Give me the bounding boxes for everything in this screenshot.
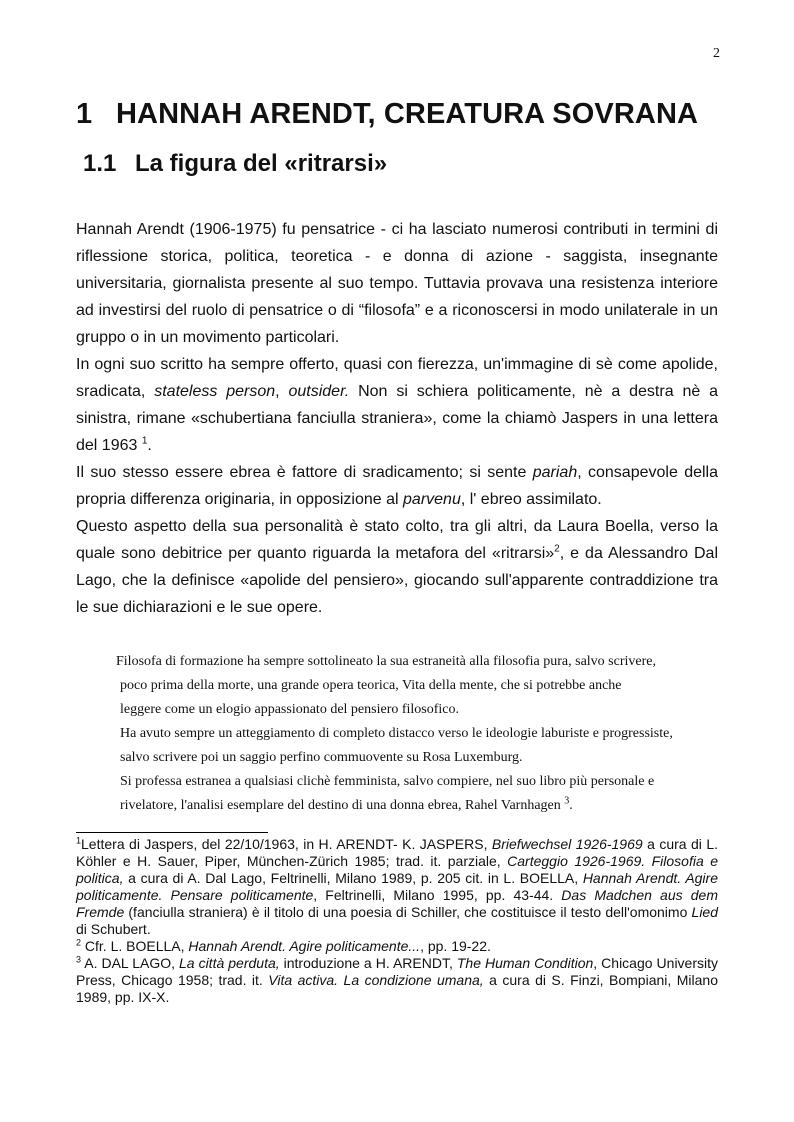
text-run: di Schubert.	[76, 921, 151, 937]
text-run: , e da Alessandro Dal Lago, che la definisce «apolide del pensiero», giocando sull'apparente contraddizione tra le sue dichiarazioni e le sue opere.	[76, 545, 719, 616]
footnote-divider	[76, 832, 268, 833]
italic-title: Lied	[691, 904, 718, 920]
quote-line: Filosofa di formazione ha sempre sottolineato la sua estraneità alla filosofia pura, salvo scrivere,	[116, 654, 656, 669]
page-number: 2	[713, 46, 720, 61]
footnote-mark: 2	[76, 937, 82, 948]
text-run: Lettera di Jaspers, del 22/10/1963, in H. ARENDT- K. JASPERS,	[81, 836, 492, 852]
footnote-mark: 1	[76, 835, 82, 846]
italic-title: Carteggio 1926-1969. Filosofia e politica,	[76, 853, 718, 886]
footnote-ref-3[interactable]: 3	[564, 795, 570, 807]
quote-line	[116, 794, 736, 818]
paragraph-3	[76, 459, 718, 513]
section-title: La figura del «ritrarsi»	[135, 150, 388, 177]
quote-line: Si professa estranea a qualsiasi clichè femminista, salvo compiere, nel suo libro più personale e	[120, 774, 655, 789]
paragraph-1: Hannah Arendt (1906-1975) fu pensatrice - ci ha lasciato numerosi contributi in termini di riflessione storica, politica, teoretica - e donna di azione - saggista, insegnante universitaria, giornalista presente al suo tempo. Tuttavia provava una resistenza interiore ad investirsi del ruolo di pensatrice o di “filosofa” e a riconoscersi in modo unilaterale in un gruppo o in un movimento particolari.	[76, 221, 718, 346]
text-run: , consapevole della propria differenza originaria, in opposizione al	[76, 464, 719, 508]
footnote-ref-2[interactable]: 2	[554, 543, 560, 555]
text-run: , Feltrinelli, Milano 1995, pp. 43-44.	[313, 887, 562, 903]
text-run: , pp. 19-22.	[420, 938, 491, 954]
italic-term: outsider.	[288, 383, 350, 400]
quote-line: salvo scrivere poi un saggio perfino commuovente su Rosa Luxemburg.	[120, 750, 523, 765]
chapter-heading	[76, 98, 698, 131]
section-heading	[83, 150, 387, 178]
text-run: Cfr. L. BOELLA,	[81, 938, 189, 954]
text-run: In ogni suo scritto ha sempre offerto, quasi con fierezza, un'immagine di sè come apolide, sradicata,	[76, 356, 718, 400]
italic-term: stateless person	[154, 383, 276, 400]
footnote-3	[76, 955, 718, 1006]
text-run: a cura di S. Finzi, Bompiani, Milano 1989, pp. IX-X.	[76, 972, 718, 1005]
text-run: rivelatore, l'analisi esemplare del destino di una donna ebrea, Rahel Varnhagen	[120, 798, 561, 813]
paragraph-4	[76, 513, 718, 621]
italic-term: parvenu	[403, 491, 461, 508]
block-quote	[116, 650, 736, 818]
section-number: 1.1	[83, 150, 117, 177]
text-run: ,	[275, 383, 289, 400]
text-run: a cura di A. Dal Lago, Feltrinelli, Milano 1989, p. 205 cit. in L. BOELLA,	[123, 870, 583, 886]
italic-title: Briefwechsel 1926-1969	[491, 836, 643, 852]
footnote-1	[76, 836, 718, 938]
text-run: A. DAL LAGO,	[81, 955, 179, 971]
chapter-number: 1	[76, 98, 93, 130]
footnotes	[76, 836, 718, 1006]
quote-line: leggere come un elogio appassionato del pensiero filosofico.	[120, 702, 460, 717]
italic-title: La città perduta,	[179, 955, 280, 971]
text-run: .	[147, 437, 152, 454]
quote-line: poco prima della morte, una grande opera teorica, Vita della mente, che si potrebbe anche	[120, 678, 622, 693]
footnote-ref-1[interactable]: 1	[141, 435, 148, 447]
text-run: , l' ebreo assimilato.	[460, 491, 602, 508]
chapter-title: HANNAH ARENDT, CREATURA SOVRANA	[116, 98, 699, 130]
text-run: Non si schiera politicamente, nè a destra nè a sinistra, rimane «schubertiana fanciulla straniera», come la chiamò Jaspers in una lettera del 1963	[76, 383, 719, 454]
paragraph-2	[76, 351, 718, 459]
text-run: .	[569, 798, 573, 813]
footnote-mark: 3	[76, 954, 82, 965]
quote-line: Ha avuto sempre un atteggiamento di completo distacco verso le ideologie laburiste e progressiste,	[120, 726, 673, 741]
text-run: (fanciulla straniera) è il titolo di una poesia di Schiller, che costituisce il testo dell'omonimo	[124, 904, 692, 920]
body-text	[76, 216, 718, 621]
text-run: introduzione a H. ARENDT,	[279, 955, 457, 971]
italic-title: The Human Condition	[456, 955, 594, 971]
text-run: Questo aspetto della sua personalità è stato colto, tra gli altri, da Laura Boella, verso la quale sono debitrice per quanto riguarda la metafora del «ritrarsi»	[76, 518, 718, 562]
text-run: Il suo stesso essere ebrea è fattore di sradicamento; si sente	[76, 464, 533, 481]
italic-title: Hannah Arendt. Agire politicamente. Pensare politicamente	[76, 870, 718, 903]
italic-title: Hannah Arendt. Agire politicamente...	[188, 938, 421, 954]
text-run: a cura di L. Köhler e H. Sauer, Piper, München-Zürich 1985; trad. it. parziale,	[76, 836, 719, 869]
italic-title: Vita activa. La condizione umana,	[268, 972, 484, 988]
text-run: , Chicago University Press, Chicago 1958; trad. it.	[76, 955, 718, 988]
italic-title: Das Madchen aus dem Fremde	[76, 887, 718, 920]
italic-term: pariah	[532, 464, 578, 481]
footnote-2	[76, 938, 718, 955]
